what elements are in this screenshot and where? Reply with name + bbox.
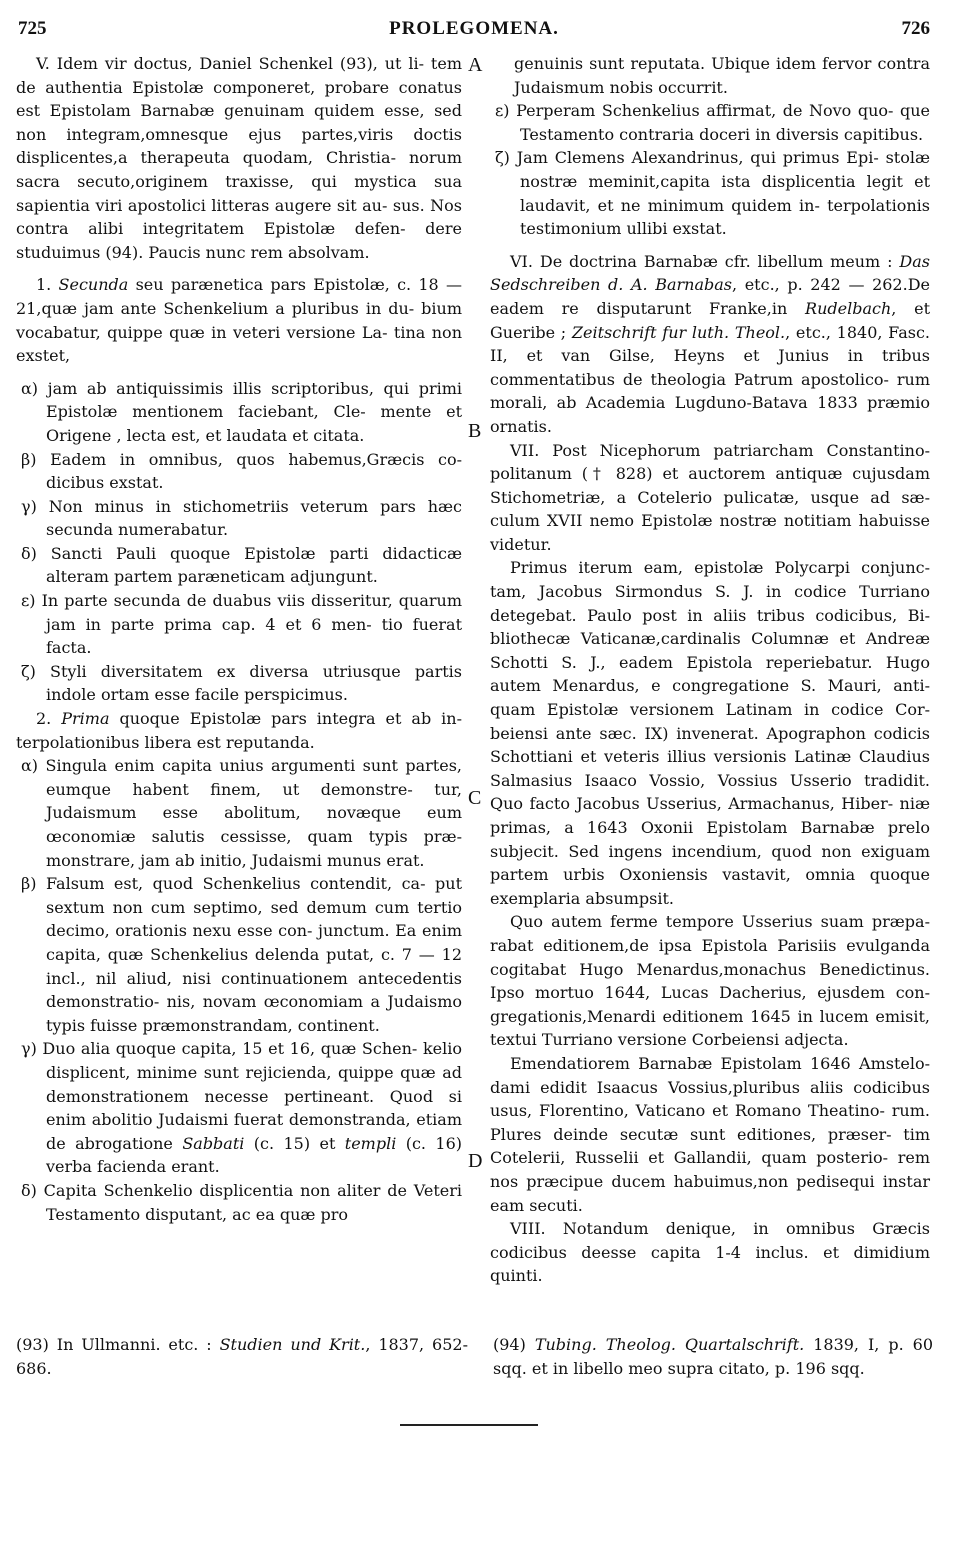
running-title: PROLEGOMENA.	[389, 18, 559, 39]
sec2-gamma-text-1: γ) Duo alia quoque capita, 15 et 16, quæ Schen- kelio displicent, minime sunt rejicienda, quippe quæ ad demonstrationem necesse pertineant. Quod si enim abolitio Judaismi fuerat demonstranda, etiam de abrogatione	[21, 1039, 462, 1153]
paragraph-primus: Primus iterum eam, epistolæ Polycarpi conjunc- tam, Jacobus Sirmondus S. J. in codice Turriano detegebat. Paulo post in aliis tribus codicibus, Bi- bliothecæ Vaticanæ,cardinalis Columnæ et Andreæ Schotti S. J., eadem Epistola reperiebatur. Hugo autem Menardus, e congregatione S. Mauri, anti- quam Epistolæ versionem Latinam in codice Cor- beiensi ante sæc. IX) invenerat. Apographon codicis Schottiani et veteris illius versionis Latinæ Claudius Salmasius Isaaco Vossio, Vossius Usserio tradidit. Quo facto Jacobus Usserius, Armachanus, Hiber- niæ primas, a 1643 Oxonii Epistolam Barnabæ prelo subjecit. Sed ingens incendium, quod non exiguam partem urbis Oxoniensis vastavit, omnia quoque exemplaria absumpsit.	[490, 558, 930, 908]
right-item-zeta: ζ) Jam Clemens Alexandrinus, qui primus Epi- stolæ nostræ meminit,capita ista displicentia legit et laudavit, et ne minimum quidem in- terpolationis testimonium ullibi exstat.	[495, 148, 930, 239]
fn94-label: (94)	[493, 1335, 535, 1354]
fn93-title: Studien und Krit.	[219, 1335, 366, 1354]
section-2-number: 2.	[36, 709, 52, 729]
page-number-left: 725	[18, 18, 47, 39]
section-2-intro	[16, 707, 462, 754]
paragraph-viii: VIII. Notandum denique, in omnibus Græcis codicibus deesse capita 1-4 inclus. et dimidium quinti.	[490, 1219, 930, 1286]
right-item-epsilon: ε) Perperam Schenkelius affirmat, de Novo quo- que Testamento contraria doceri in diversis capitibus.	[495, 101, 930, 144]
page-number-right: 726	[901, 18, 930, 39]
paragraph-quo: Quo autem ferme tempore Usserius suam præpa- rabat editionem,de ipsa Epistola Parisiis evulganda cogitabat Hugo Menardus,monachus Benedictinus. Ipso mortuo 1644, Lucas Dacherius, ejusdem con- gregationis,Menardi editionem 1645 in lucem emisit, textui Turriano versione Corbeiensi adjecta.	[490, 912, 930, 1050]
paragraph-vi	[490, 250, 930, 439]
sec2-item-beta: β) Falsum est, quod Schenkelius contendit, ca- put sextum non cum septimo, sed demum cum tertio decimo, orationis nexu esse con- junctum. Ea enim capita, quæ Schenkelius delenda putat, c. 7 — 12 incl., nil aliud, nisi continuationem antecedentis demonstratio- nis, novam œconomiam a Judaismo typis fuisse præmonstrandam, continent.	[21, 874, 462, 1035]
paragraph-emendatiorem: Emendatiorem Barnabæ Epistolam 1646 Amstelo- dami edidit Isaacus Vossius,pluribus aliis codicibus usus, Florentino, Vaticano et Romano Theatino- rum. Plures deinde secutæ sunt editiones, præser- tim Cotelerii, Russelii et Gallandii, quam posterio- rem nos præcipue ducem habuimus,non pedisequi instar eam secuti.	[490, 1053, 930, 1215]
section-2-keyword: Prima	[61, 709, 110, 729]
section-1-number: 1.	[36, 275, 52, 295]
left-column	[16, 52, 462, 1226]
bottom-rule	[400, 1424, 538, 1426]
margin-letter-a: A	[468, 54, 483, 76]
continuation-text: genuinis sunt reputata. Ubique idem fervor contra Judaismum nobis occurrit.	[514, 54, 930, 97]
footnote-94	[493, 1333, 933, 1381]
page-header	[18, 14, 930, 44]
sec2-gamma-templi: templi	[344, 1133, 397, 1153]
footnote-93	[16, 1333, 468, 1381]
list-item-alpha: α) jam ab antiquissimis illis scriptoribus, qui primi Epistolæ mentionem faciebant, Cle- mente et Origene , lecta est, et laudata et citata.	[21, 378, 462, 445]
list-item-gamma: γ) Non minus in stichometriis veterum pars hæc secunda numerabatur.	[21, 496, 462, 540]
sec2-gamma-text-2: (c. 15) et	[244, 1133, 345, 1153]
sec2-item-alpha: α) Singula enim capita unius argumenti sunt partes, eumque habent finem, ut demonstre- tur, Judaismum esse abolitum, novæque eum œconomiæ salutis cessisse, quam typis præ- monstrare, jam ab initio, Judaismi munus erat.	[21, 756, 462, 870]
fn93-text: , 1837, 652-686.	[16, 1335, 468, 1378]
vi-text-4: , etc., 1840, Fasc. II, et van Gilse, Heyns et Junius in tribus commentatibus de theologia Patrum apostolico- rum morali, ab Academia Lugduno-Batava 1833 præmio ornatis.	[490, 322, 930, 436]
vi-title-3: Zeitschrift fur luth. Theol.	[571, 322, 786, 342]
margin-letter-b: B	[468, 420, 482, 442]
sec2-item-gamma	[16, 1037, 462, 1179]
vi-text-1: VI. De doctrina Barnabæ cfr. libellum meum :	[510, 251, 900, 271]
fn94-title: Tubing. Theolog. Quartalschrift.	[534, 1335, 805, 1354]
section-1-text: seu parænetica pars Epistolæ, c. 18 — 21,quæ jam ante Schenkelium a pluribus in du- bium vocabatur, quippe quæ in veteri versione La- tina non exstet,	[16, 275, 462, 366]
sec2-gamma-sabbati: Sabbati	[182, 1133, 245, 1153]
section-1-intro	[16, 273, 462, 367]
vi-text-3: , et Gueribe ;	[490, 298, 930, 342]
paragraph-vii: VII. Post Nicephorum patriarcham Constantino- politanum († 828) et auctorem antiquæ cujusdam Stichometriæ, a Cotelerio pulicatæ, usque ad sæ- culum XVII nemo Epistolæ nostræ notitiam habuisse videtur.	[490, 440, 930, 554]
list-item-epsilon: ε) In parte secunda de duabus viis disseritur, quarum jam in parte prima cap. 4 et 6 men- tio fuerat facta.	[21, 591, 462, 658]
margin-letter-d: D	[468, 1150, 483, 1172]
list-item-beta: β) Eadem in omnibus, quos habemus,Græcis co- dicibus exstat.	[21, 449, 462, 493]
sec2-gamma-text-3: (c. 16) verba facienda erant.	[46, 1133, 462, 1177]
section-2-text: quoque Epistolæ pars integra et ab in- terpolationibus libera est reputanda.	[16, 709, 462, 752]
margin-letter-c: C	[468, 787, 482, 809]
fn94-text: 1839, I, p. 60 sqq. et in libello meo supra citato, p. 196 sqq.	[493, 1335, 934, 1378]
right-column	[490, 52, 930, 1288]
list-item-delta: δ) Sancti Pauli quoque Epistolæ parti didacticæ alteram partem paræneticam adjungunt.	[21, 543, 462, 587]
section-1-keyword: Secunda	[58, 275, 129, 295]
vi-title-1: Das Sedschreiben d. A. Barnabas	[490, 251, 930, 295]
sec2-item-delta: δ) Capita Schenkelio displicentia non aliter de Veteri Testamento disputant, ac ea quæ pro	[21, 1180, 462, 1224]
fn93-label: (93) In Ullmanni. etc. :	[16, 1335, 220, 1354]
vi-text-2: , etc., p. 242 — 262.De eadem re disputarunt Franke,in	[490, 275, 930, 318]
vi-title-2: Rudelbach	[805, 298, 892, 318]
list-item-zeta: ζ) Styli diversitatem ex diversa utriusque partis indole ortam esse facile perspicimus.	[21, 661, 462, 705]
paragraph-v: V. Idem vir doctus, Daniel Schenkel (93), ut li- tem de authentia Epistolæ componeret, probare conatus est Epistolam Barnabæ genuinam quidem esse, sed non integram,omnesque ejus partes,viris doctis displicentes,a therapeuta quodam, Christia- norum sacra secuto,originem traxisse, qui mystica sua sapientia viri apostolici litteras augere sit au- sus. Nos contra alibi integritatem Epistolæ defen- dere studuimus (94). Paucis nunc rem absolvam.	[16, 54, 462, 262]
